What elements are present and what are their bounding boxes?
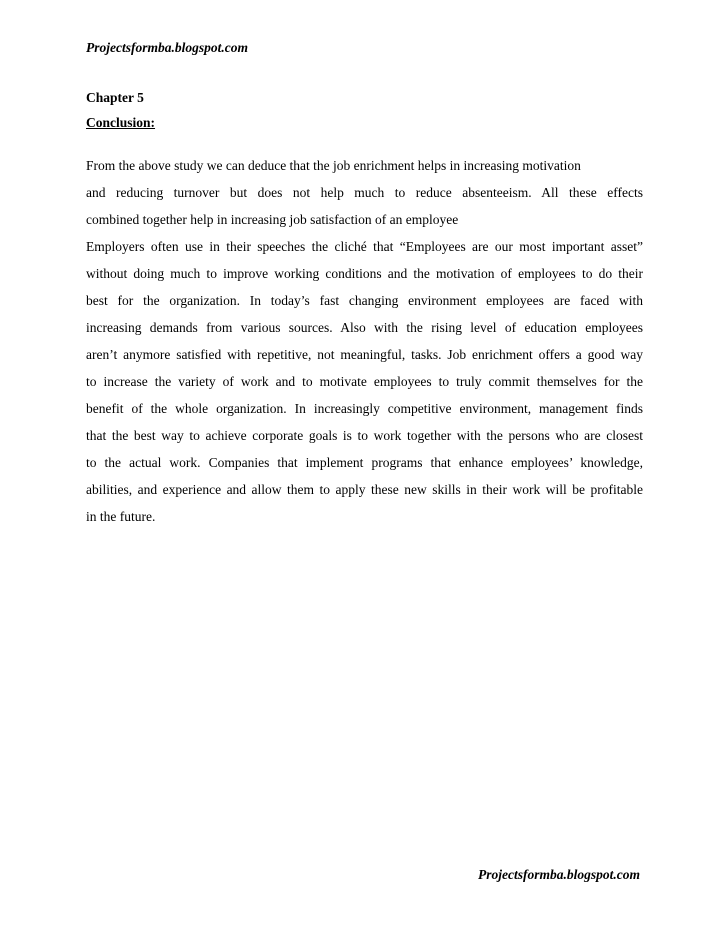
body-text [86, 152, 643, 530]
text-line: Employers often use in their speeches the cliché that “Employees are our most important asset” [86, 239, 643, 254]
text-line: benefit of the whole organization. In increasingly competitive environment, management finds [86, 401, 643, 416]
text-line: combined together help in increasing job satisfaction of an employee [86, 212, 459, 227]
chapter-label: Chapter 5 [86, 90, 144, 105]
text-line: increasing demands from various sources. Also with the rising level of education employees [86, 320, 643, 335]
text-line: to increase the variety of work and to motivate employees to truly commit themselves for the [86, 374, 643, 389]
text-line: abilities, and experience and allow them to apply these new skills in their work will be profitable [86, 482, 643, 497]
page-footer: Projectsformba.blogspot.com [478, 867, 640, 882]
text-line: and reducing turnover but does not help much to reduce absenteeism. All these effects [86, 185, 643, 200]
page-header: Projectsformba.blogspot.com [86, 40, 248, 55]
text-line: that the best way to achieve corporate goals is to work together with the persons who are closest [86, 428, 643, 443]
text-line: From the above study we can deduce that the job enrichment helps in increasing motivation [86, 158, 581, 173]
text-line: in the future. [86, 509, 156, 524]
text-line: best for the organization. In today’s fast changing environment employees are faced with [86, 293, 643, 308]
text-line: aren’t anymore satisfied with repetitive, not meaningful, tasks. Job enrichment offers a good way [86, 347, 643, 362]
section-title: Conclusion: [86, 115, 156, 130]
text-line: to the actual work. Companies that implement programs that enhance employees’ knowledge, [86, 455, 643, 470]
text-line: without doing much to improve working conditions and the motivation of employees to do their [86, 266, 643, 281]
